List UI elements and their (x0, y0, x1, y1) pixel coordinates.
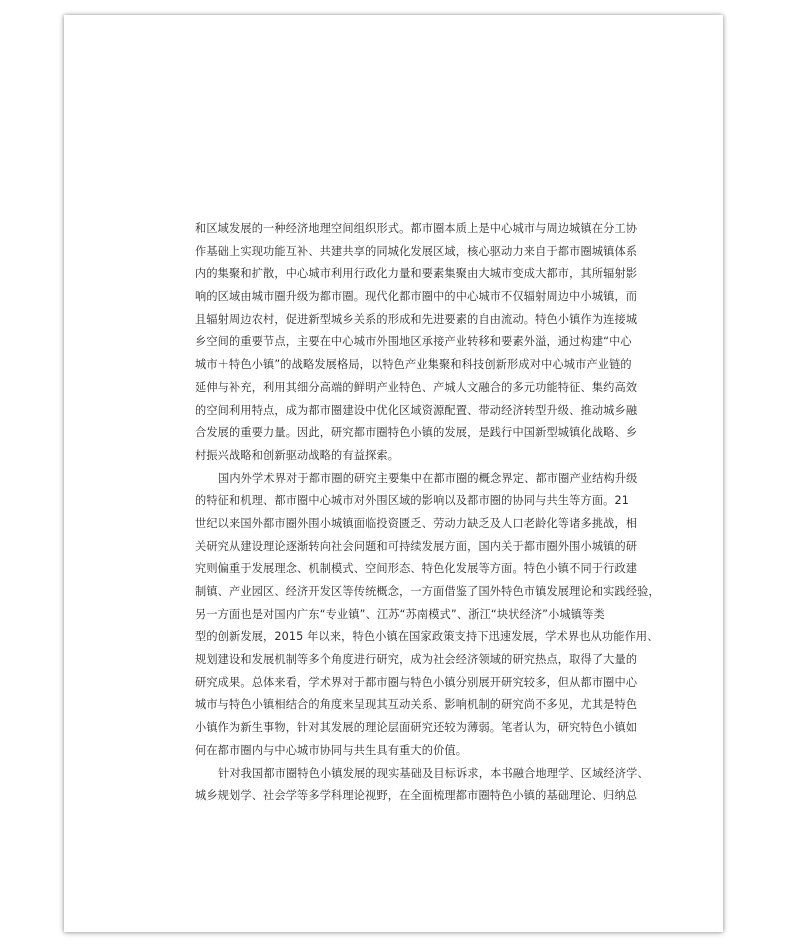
text-line: 关研究从建设理论逐渐转向社会问题和可持续发展方面，国内关于都市圈外围小城镇的研 (195, 539, 638, 553)
text-line: 合发展的重要力量。因此，研究都市圈特色小镇的发展，是践行中国新型城镇化战略、乡 (195, 426, 638, 440)
text-line: 城市＋特色小镇”的战略发展格局，以特色产业集聚和科技创新形成对中心城市产业链的 (195, 358, 632, 372)
text-line: 制镇、产业园区、经济开发区等传统概念，一方面借鉴了国外特色市镇发展理论和实践经验， (195, 585, 660, 598)
text-line: 作基础上实现功能互补、共建共享的同城化发展区域，核心驱动力来自于都市圈城镇体系 (195, 244, 638, 258)
text-line: 型的创新发展，2015 年以来，特色小镇在国家政策支持下迅速发展，学术界也从功能作用、 (195, 630, 659, 644)
text-line: 且辐射周边农村，促进新型城乡关系的形成和先进要素的自由流动。特色小镇作为连接城 (195, 312, 638, 326)
text-line: 另一方面也是对国内广东“专业镇”、江苏“苏南模式”、浙江“块状经济”小城镇等类 (195, 607, 605, 621)
text-line: 村振兴战略和创新驱动战略的有益探索。 (195, 448, 400, 462)
text-line: 内的集聚和扩散，中心城市利用行政化力量和要素集聚由大城市变成大都市，其所辐射影 (195, 267, 638, 281)
text-line: 响的区域由城市圈升级为都市圈。现代化都市圈中的中心城市不仅辐射周边中小城镇，而 (195, 290, 638, 304)
text-line: 延伸与补充，利用其细分高端的鲜明产业特色、产城人文融合的多元功能特征、集约高效 (195, 380, 638, 394)
text-line: 规划建设和发展机制等多个角度进行研究，成为社会经济领域的研究热点，取得了大量的 (195, 653, 638, 667)
text-line: 和区域发展的一种经济地理空间组织形式。都市圈本质上是中心城市与周边城镇在分工协 (195, 222, 638, 235)
text-line: 乡空间的重要节点，主要在中心城市外围地区承接产业转移和要素外溢，通过构建“中心 (195, 335, 632, 349)
body-text (195, 218, 723, 808)
text-line: 研究成果。总体来看，学术界对于都市圈与特色小镇分别展开研究较多，但从都市圈中心 (195, 675, 638, 689)
text-line: 城乡规划学、社会学等多学科理论视野，在全面梳理都市圈特色小镇的基础理论、归纳总 (195, 789, 638, 803)
text-line: 世纪以来国外都市圈外围小城镇面临投资匮乏、劳动力缺乏及人口老龄化等诸多挑战，相 (195, 516, 638, 530)
document-page (64, 15, 723, 932)
text-line: 究则偏重于发展理念、机制模式、空间形态、特色化发展等方面。特色小镇不同于行政建 (195, 562, 638, 576)
text-line: 的特征和机理、都市圈中心城市对外围区域的影响以及都市圈的协同与共生等方面。21 (195, 494, 630, 508)
paragraph-start-line: 国内外学术界对于都市圈的研究主要集中在都市圈的概念界定、都市圈产业结构升级 (218, 471, 638, 485)
text-line: 小镇作为新生事物，针对其发展的理论层面研究还较为薄弱。笔者认为，研究特色小镇如 (195, 721, 638, 735)
text-line: 何在都市圈内与中心城市协同与共生具有重大的价值。 (195, 743, 468, 757)
text-line: 城市与特色小镇相结合的角度来呈现其互动关系、影响机制的研究尚不多见，尤其是特色 (195, 698, 638, 712)
paragraph-start-line: 针对我国都市圈特色小镇发展的现实基础及目标诉求，本书融合地理学、区域经济学、 (218, 766, 649, 780)
text-line: 的空间利用特点，成为都市圈建设中优化区域资源配置、带动经济转型升级、推动城乡融 (195, 403, 638, 417)
